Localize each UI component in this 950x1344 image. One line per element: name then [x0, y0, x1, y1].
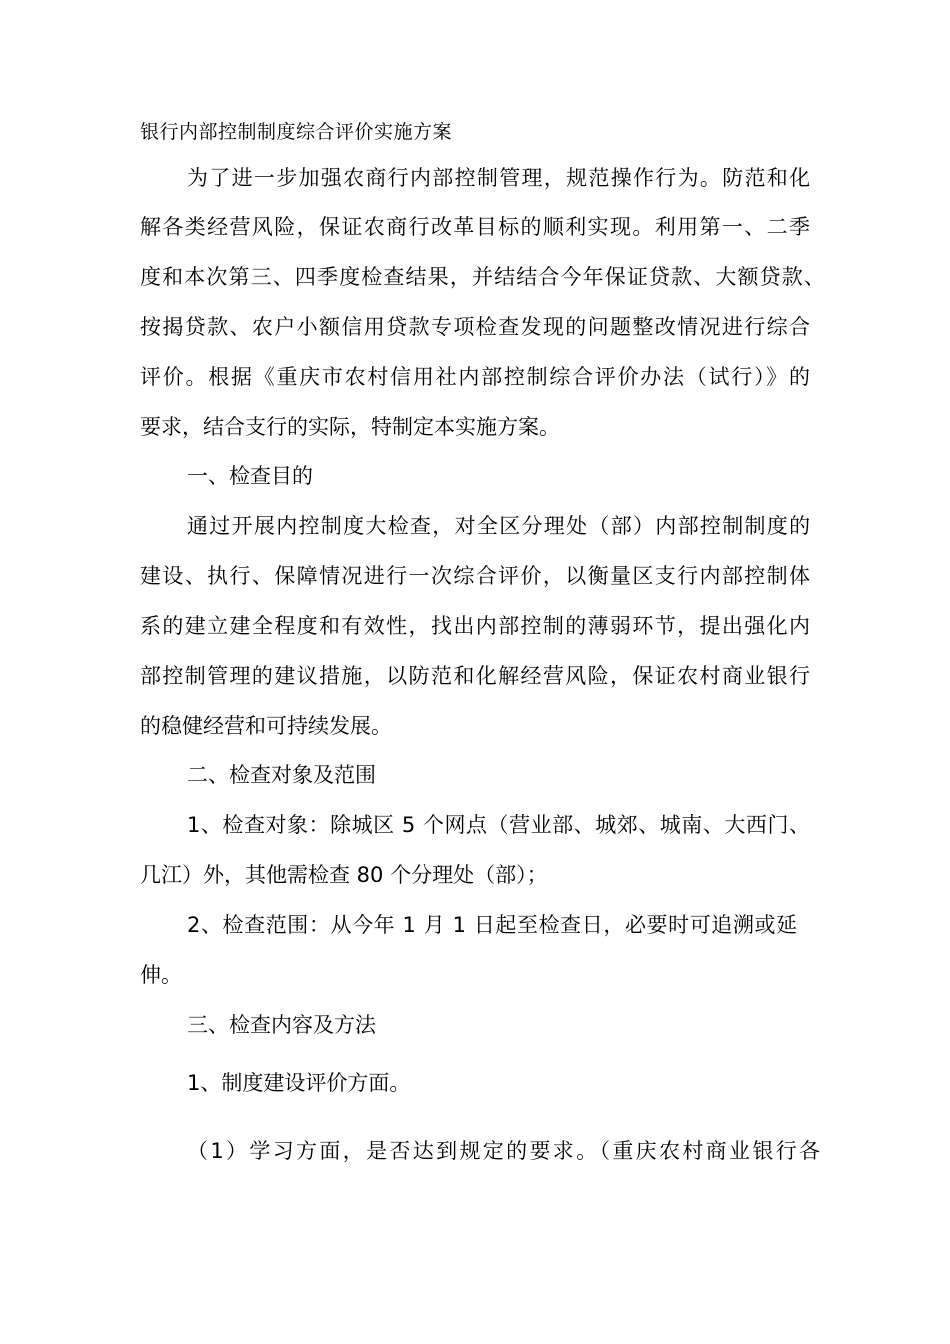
sub-heading: 1、制度建设评价方面。: [187, 1071, 411, 1095]
paragraph-line: 部控制管理的建议措施，以防范和化解经营风险，保证农村商业银行: [140, 664, 812, 688]
paragraph-line: 通过开展内控制度大检查，对全区分理处（部）内部控制制度的: [187, 514, 812, 538]
paragraph-line: 1、检查对象：除城区 5 个网点（营业部、城郊、城南、大西门、: [187, 813, 811, 837]
paragraph-line: 按揭贷款、农户小额信用贷款专项检查发现的问题整改情况进行综合: [140, 315, 812, 339]
section-heading: 三、检查内容及方法: [187, 1013, 376, 1037]
section-heading: 一、检查目的: [187, 464, 313, 488]
paragraph-line: 要求，结合支行的实际，特制定本实施方案。: [140, 415, 560, 439]
paragraph-line: 评价。根据《重庆市农村信用社内部控制综合评价办法（试行）》的: [140, 365, 812, 389]
paragraph-line: 2、检查范围：从今年 1 月 1 日起至检查日，必要时可追溯或延: [187, 913, 798, 937]
section-heading: 二、检查对象及范围: [187, 763, 376, 787]
paragraph-line: 伸。: [140, 963, 182, 987]
paragraph-line: 度和本次第三、四季度检查结果，并结结合今年保证贷款、大额贷款、: [140, 265, 827, 289]
paragraph-line: 建设、执行、保障情况进行一次综合评价，以衡量区支行内部控制体: [140, 564, 812, 588]
paragraph-line: 几江）外，其他需检查 80 个分理处（部）；: [140, 863, 548, 887]
paragraph-line: 系的建立建全程度和有效性，找出内部控制的薄弱环节，提出强化内: [140, 614, 812, 638]
paragraph-line: （1）学习方面，是否达到规定的要求。（重庆农村商业银行各: [187, 1139, 823, 1163]
paragraph-line: 解各类经营风险，保证农商行改革目标的顺利实现。利用第一、二季: [140, 215, 812, 239]
paragraph-line: 为了进一步加强农商行内部控制管理，规范操作行为。防范和化: [187, 166, 812, 190]
paragraph-line: 的稳健经营和可持续发展。: [140, 714, 392, 738]
document-title: 银行内部控制制度综合评价实施方案: [140, 121, 453, 143]
